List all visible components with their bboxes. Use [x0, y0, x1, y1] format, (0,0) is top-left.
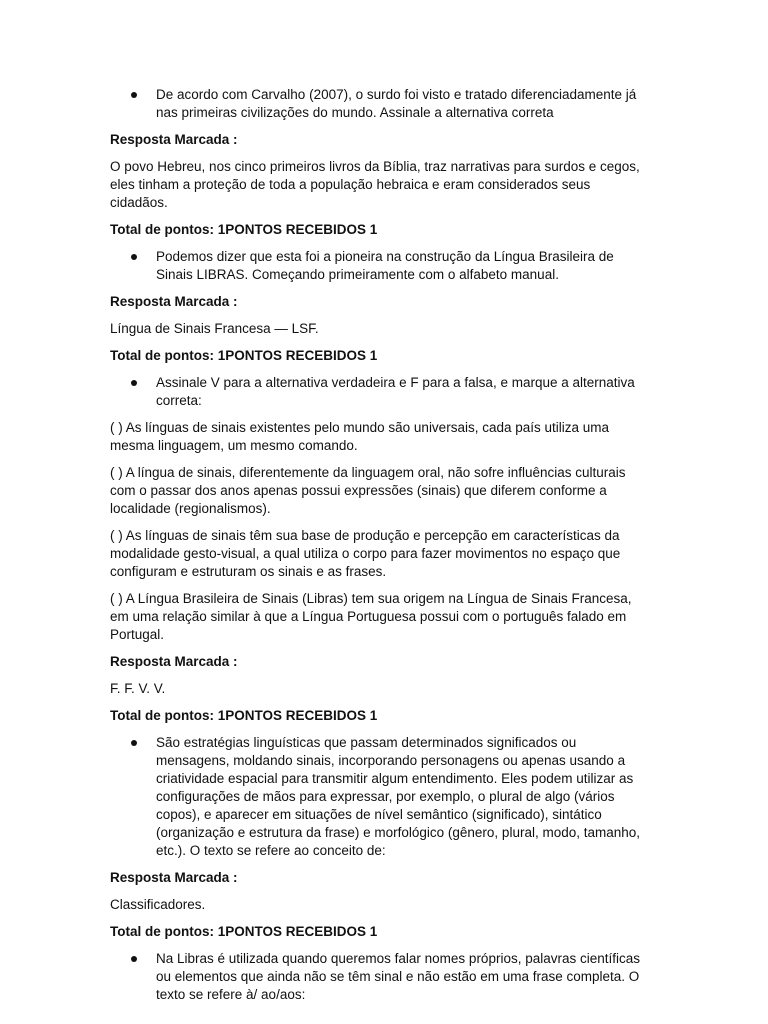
bullet-icon — [131, 254, 137, 260]
points-3: Total de pontos: 1PONTOS RECEBIDOS 1 — [110, 708, 378, 723]
points-1: Total de pontos: 1PONTOS RECEBIDOS 1 — [110, 222, 378, 237]
answer-2: Língua de Sinais Francesa — LSF. — [110, 321, 319, 336]
document-page — [110, 86, 650, 1013]
answer-4: Classificadores. — [110, 897, 206, 912]
marked-answer-label-4: Resposta Marcada : — [110, 870, 238, 885]
bullet-icon — [131, 380, 137, 386]
question-3-text: Assinale V para a alternativa verdadeira e F para a falsa, e marque a alternativa correta: — [156, 375, 635, 408]
marked-answer-label-1: Resposta Marcada : — [110, 132, 238, 147]
question-2 — [110, 248, 650, 284]
statement-3: ( ) As línguas de sinais têm sua base de produção e percepção em características da modalidade gesto-visual, a qual utiliza o corpo para fazer movimentos no espaço que configuram e estruturam os sinais e as frases. — [110, 528, 621, 579]
question-1 — [110, 86, 650, 122]
statement-2: ( ) A língua de sinais, diferentemente da linguagem oral, não sofre influências culturais com o passar dos anos apenas possui expressões (sinais) que diferem conforme a localidade (regionalismos). — [110, 465, 626, 516]
question-2-text: Podemos dizer que esta foi a pioneira na construção da Língua Brasileira de Sinais LIBRAS. Começando primeiramente com o alfabeto manual. — [156, 249, 614, 282]
question-1-text: De acordo com Carvalho (2007), o surdo foi visto e tratado diferenciadamente já nas primeiras civilizações do mundo. Assinale a alternativa correta — [156, 87, 637, 120]
question-5-text: Na Libras é utilizada quando queremos falar nomes próprios, palavras científicas ou elementos que ainda não se têm sinal e não estão em uma frase completa. O texto se refere à/ ao/aos: — [156, 951, 641, 1002]
answer-3: F. F. V. V. — [110, 681, 166, 696]
statement-4: ( ) A Língua Brasileira de Sinais (Libras) tem sua origem na Língua de Sinais Francesa, em uma relação similar à que a Língua Portuguesa possui com o português falado em Portugal. — [110, 591, 632, 642]
marked-answer-label-2: Resposta Marcada : — [110, 294, 238, 309]
question-4 — [110, 734, 650, 860]
bullet-icon — [131, 956, 137, 962]
question-4-text: São estratégias linguísticas que passam determinados significados ou mensagens, moldando sinais, incorporando personagens ou apenas usando a criatividade espacial para transmitir algum entendimento. Eles podem utilizar as configurações de mãos para expressar, por exemplo, o plural de algo (vários copos), e aparecer em situações de nível semântico (significado), sintático (organização e estrutura da frase) e morfológico (gênero, plural, modo, tamanho, etc.). O texto se refere ao conceito de: — [156, 735, 641, 858]
answer-1: O povo Hebreu, nos cinco primeiros livros da Bíblia, traz narrativas para surdos e cegos, eles tinham a proteção de toda a população hebraica e eram considerados seus cidadãos. — [110, 159, 640, 210]
marked-answer-label-3: Resposta Marcada : — [110, 654, 238, 669]
question-5 — [110, 950, 650, 1004]
question-3 — [110, 374, 650, 410]
statement-1: ( ) As línguas de sinais existentes pelo mundo são universais, cada país utiliza uma mesma linguagem, um mesmo comando. — [110, 420, 610, 453]
points-4: Total de pontos: 1PONTOS RECEBIDOS 1 — [110, 924, 378, 939]
points-2: Total de pontos: 1PONTOS RECEBIDOS 1 — [110, 348, 378, 363]
bullet-icon — [131, 740, 137, 746]
bullet-icon — [131, 92, 137, 98]
